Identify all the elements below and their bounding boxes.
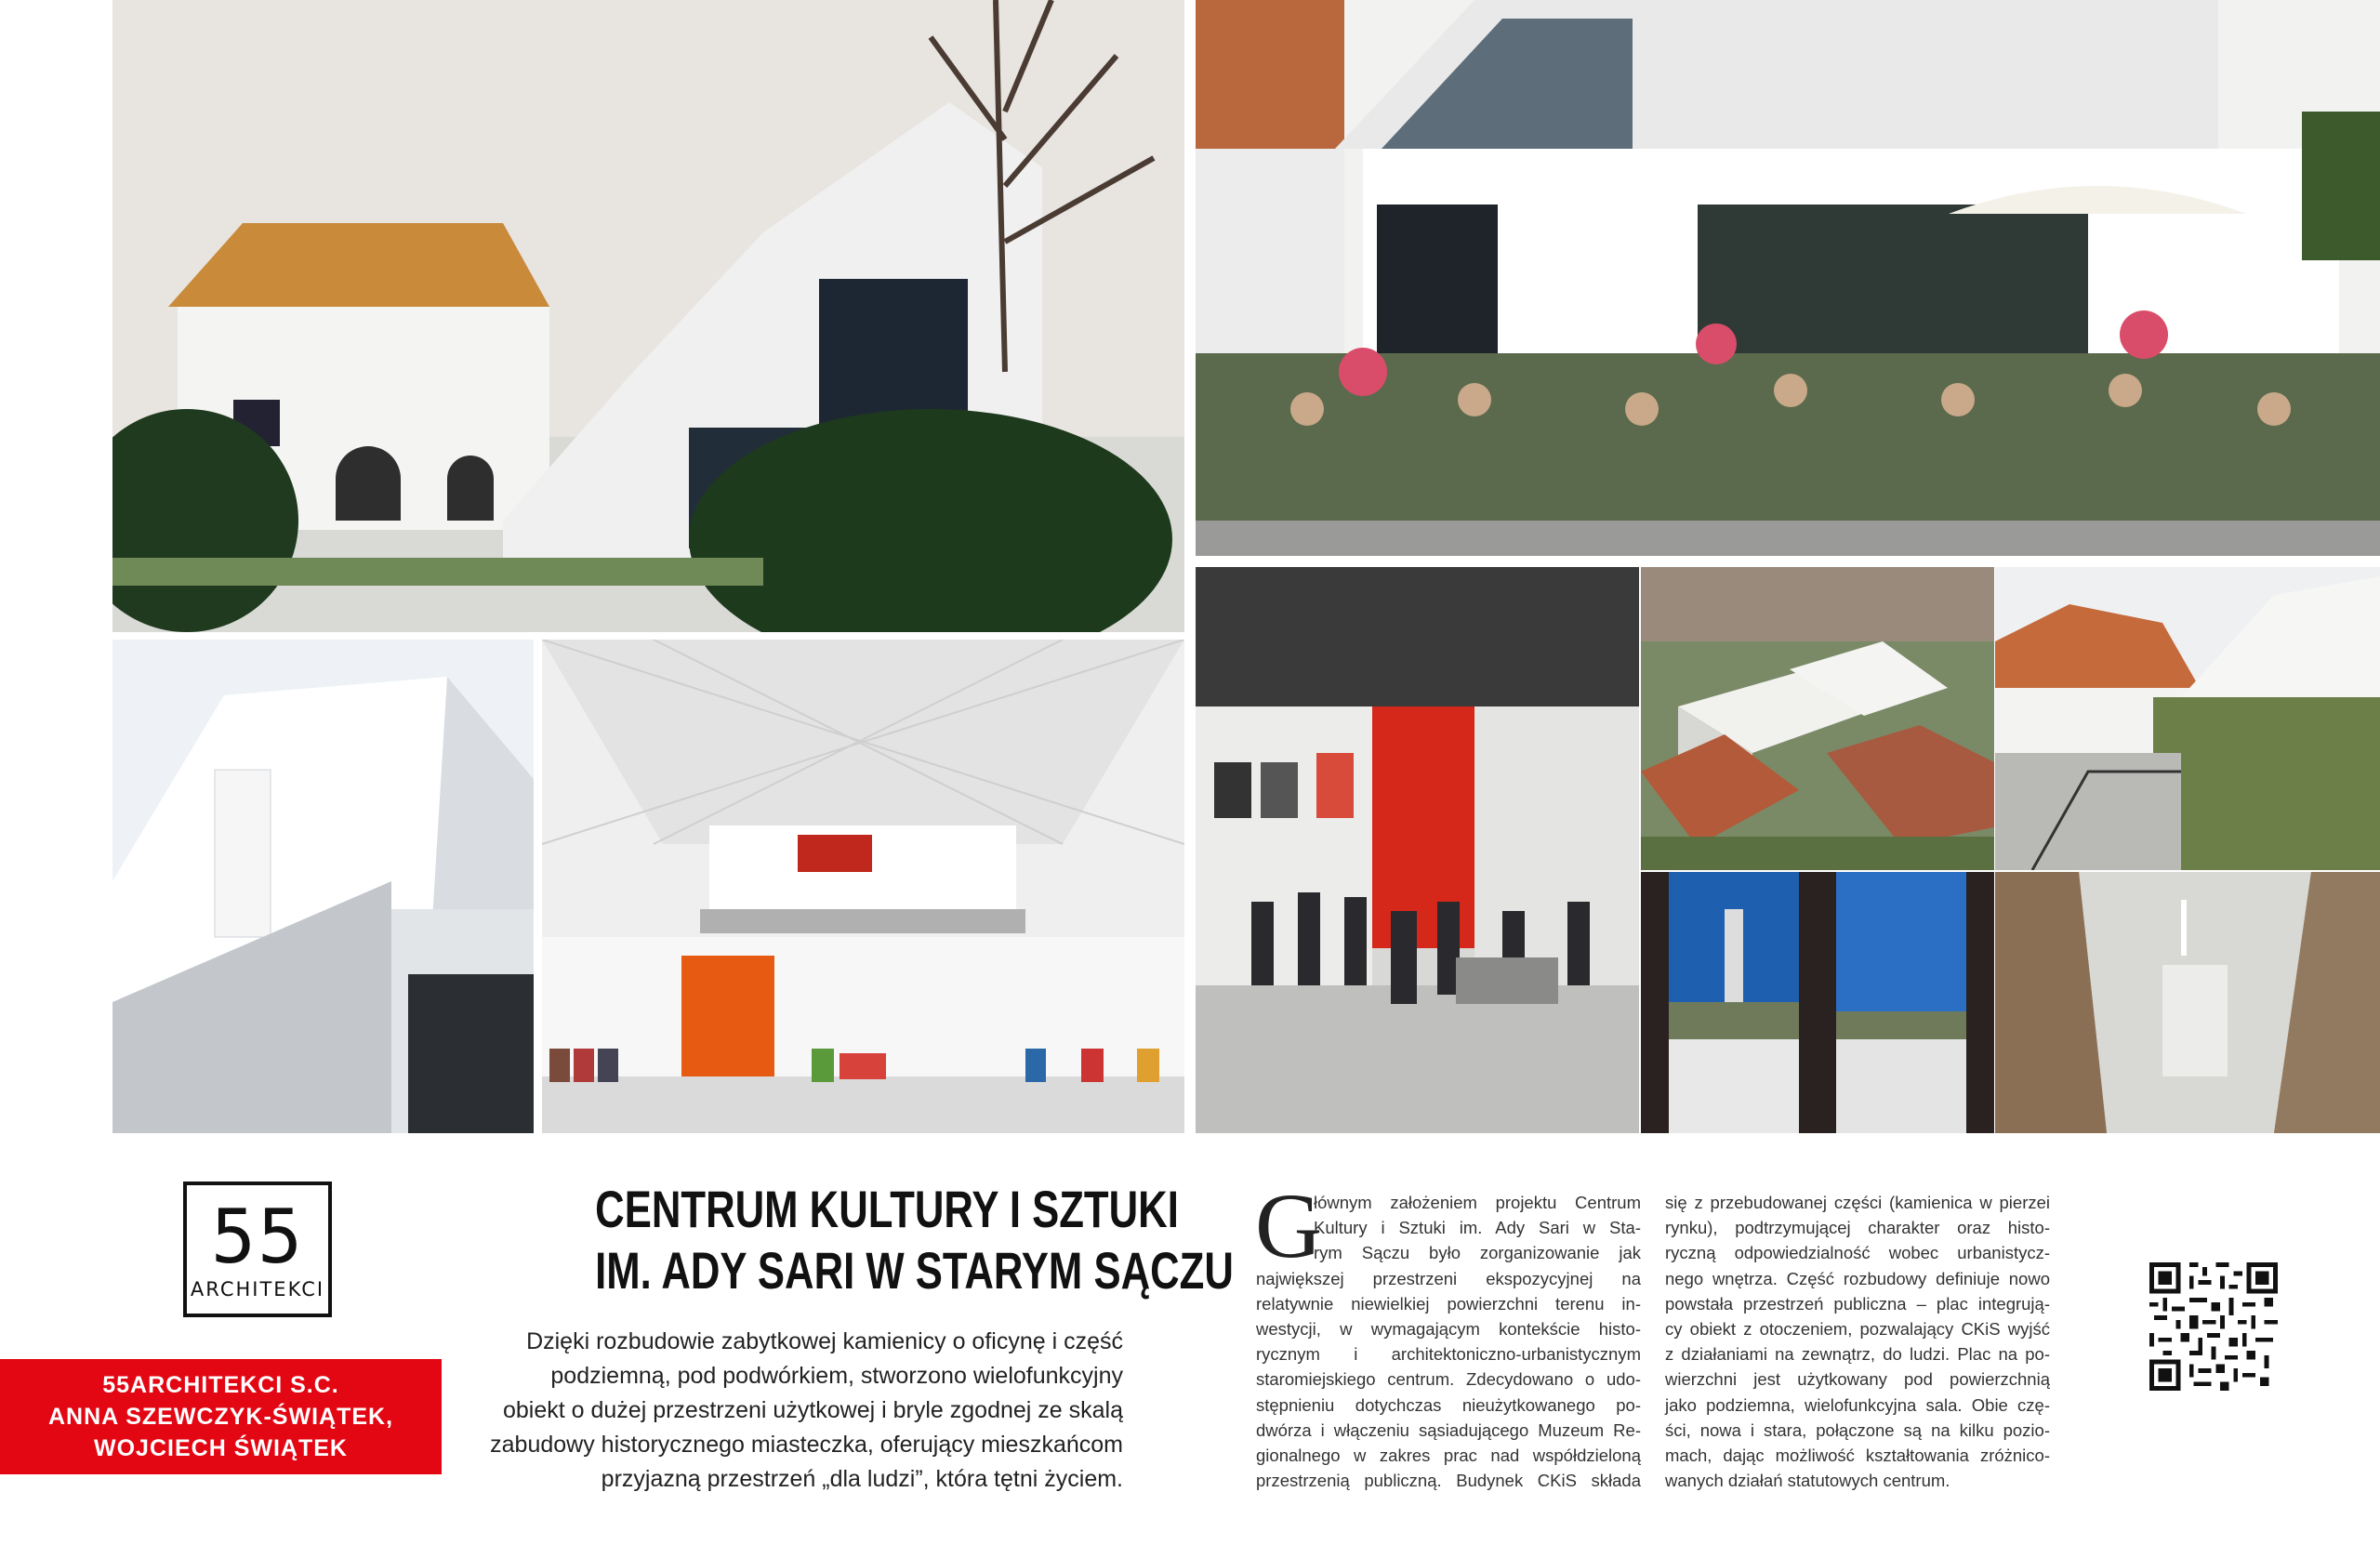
exhibition-opening-photo xyxy=(1196,567,1639,1133)
body-line: wierzchni jest użytkowany pod powierzchnią xyxy=(1665,1369,2050,1390)
lead-line: Dzięki rozbudowie zabytkowej kamienicy o oficynę i część xyxy=(526,1328,1123,1354)
body-line: ści, nowa i stara, połączone są na kilku pozio- xyxy=(1665,1419,2050,1440)
facade-detail-photo xyxy=(112,640,534,1133)
lead-line: zabudowy historycznego miasteczka, oferujący mieszkańcom xyxy=(490,1432,1123,1458)
article-title xyxy=(446,1179,1234,1301)
body-line: powstała przestrzeń publiczna – plac integrują- xyxy=(1665,1293,2050,1314)
title-line: CENTRUM KULTURY I SZTUKI xyxy=(595,1180,1179,1238)
body-line: największej przestrzeni ekspozycyjnej na xyxy=(1256,1268,1641,1288)
body-line: staromiejskiego centrum. Zdecydowano o udo- xyxy=(1256,1369,1641,1390)
body-line: rym Sączu było zorganizowanie jak xyxy=(1314,1243,1641,1263)
logo-text: ARCHITEKCI xyxy=(190,1278,325,1301)
body-line: mach, dając możliwość kształtowania zróżnico- xyxy=(1665,1446,2050,1466)
body-line: stępnieniu dotychczas nieużytkowanego po- xyxy=(1256,1394,1641,1415)
architekci-logo xyxy=(183,1182,332,1317)
body-column-1 xyxy=(1255,1174,1641,1493)
authors-box xyxy=(0,1359,442,1474)
aerial-view-photo xyxy=(1641,567,1994,870)
body-line: rycznym i architektoniczno-urbanistycznym xyxy=(1256,1344,1641,1365)
lead-line: obiekt o dużej przestrzeni użytkowej i bryle zgodnej ze skalą xyxy=(502,1397,1123,1423)
body-line: dwórza i włączeniu sąsiadującego Muzeum Re- xyxy=(1256,1419,1641,1440)
basement-corridor-photo xyxy=(1995,872,2380,1133)
body-line: się z przebudowanej części (kamienica w pierzei xyxy=(1665,1193,2050,1212)
body-line: gionalnego w zakres prac nad współdzieloną xyxy=(1256,1446,1641,1466)
logo-number: 55 xyxy=(210,1194,305,1280)
body-column-2 xyxy=(1665,1190,2050,1493)
body-line: z działaniami na zewnątrz, do ludzi. Plac na po- xyxy=(1665,1344,2050,1365)
dropcap: G xyxy=(1255,1174,1323,1277)
body-line: jako podziemna, wielofunkcyjna sala. Obie czę- xyxy=(1665,1394,2050,1415)
author-line: 55ARCHITEKCI S.C. xyxy=(102,1372,339,1398)
author-line: ANNA SZEWCZYK-ŚWIĄTEK, xyxy=(47,1404,394,1430)
body-line: rynku), podtrzymującej charakter oraz histo- xyxy=(1665,1218,2050,1238)
terrace-photo xyxy=(1995,567,2380,870)
body-line: cy obiekt z otoczeniem, pozwalający CKiS wyjść xyxy=(1665,1319,2050,1340)
lead-line: przyjazną przestrzeń „dla ludzi”, która tętni życiem. xyxy=(601,1466,1123,1492)
body-line: przestrzenią publiczną. Budynek CKiS składa xyxy=(1256,1471,1641,1491)
body-line: relatywnie niewielkiej powierzchni terenu in- xyxy=(1256,1293,1641,1314)
body-line: wanych działań statutowych centrum. xyxy=(1665,1471,1950,1491)
article-lead xyxy=(465,1325,1123,1497)
body-line: łównym założeniem projektu Centrum xyxy=(1314,1193,1641,1212)
gallery-hall-photo xyxy=(542,640,1184,1133)
author-line: WOJCIECH ŚWIĄTEK xyxy=(94,1435,348,1461)
body-line: Kultury i Sztuki im. Ady Sari w Sta- xyxy=(1314,1218,1641,1238)
window-view-photo xyxy=(1641,872,1994,1133)
qr-code[interactable] xyxy=(2149,1262,2278,1391)
body-line: nego wnętrza. Część rozbudowy definiuje nowo xyxy=(1665,1268,2050,1288)
courtyard-event-photo xyxy=(1196,0,2380,556)
body-line: westycji, w wymagającym kontekście histo- xyxy=(1256,1319,1641,1340)
title-line: IM. ADY SARI W STARYM SĄCZU xyxy=(595,1241,1234,1300)
building-exterior-photo xyxy=(112,0,1184,632)
body-line: ryczną odpowiedzialność wobec urbanistycz- xyxy=(1665,1243,2050,1263)
lead-line: podziemną, pod podwórkiem, stworzono wielofunkcyjny xyxy=(550,1363,1123,1389)
